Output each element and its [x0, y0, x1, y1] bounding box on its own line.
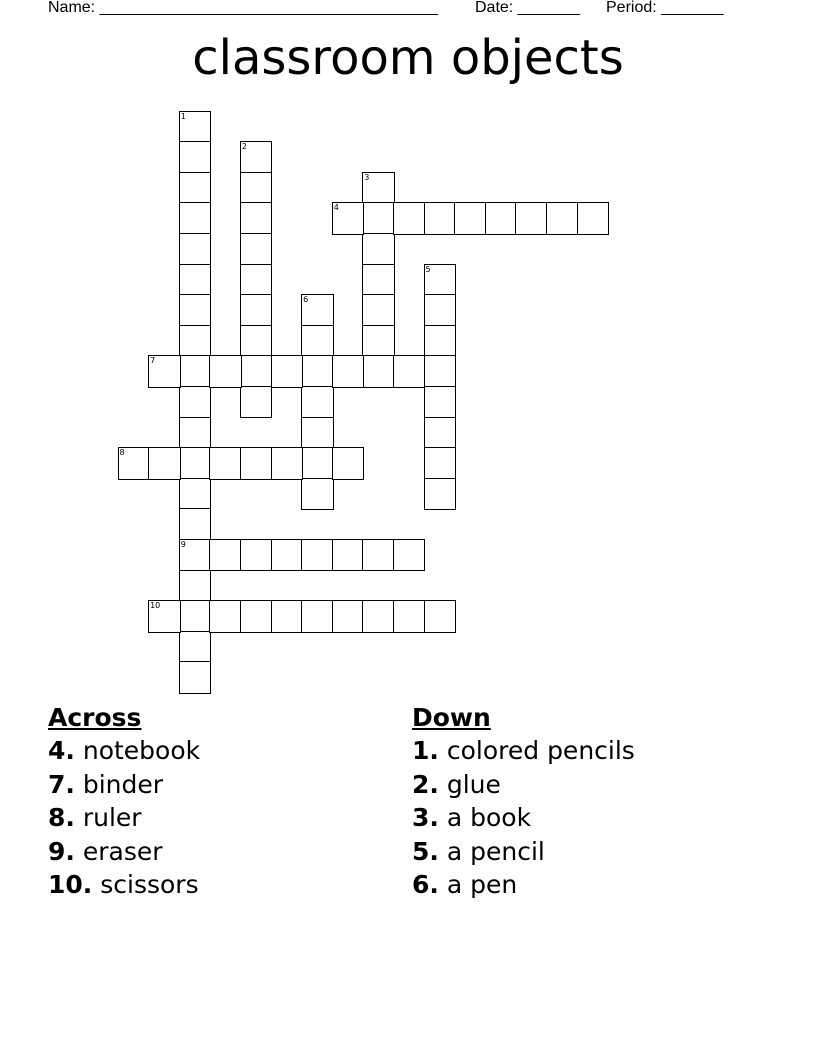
- grid-cell[interactable]: [209, 447, 242, 480]
- down-clue-list: [412, 734, 635, 902]
- grid-cell[interactable]: [393, 202, 426, 235]
- grid-cell[interactable]: [424, 447, 457, 480]
- grid-cell[interactable]: [179, 570, 212, 603]
- grid-cell[interactable]: [271, 447, 304, 480]
- grid-cell[interactable]: [362, 600, 395, 633]
- grid-cell[interactable]: [240, 386, 273, 419]
- clue-text: eraser: [82, 836, 163, 866]
- across-clue: [48, 835, 200, 869]
- down-clue: [412, 835, 635, 869]
- grid-cell[interactable]: [179, 264, 212, 297]
- header-period-field[interactable]: Period: _______: [606, 0, 724, 16]
- grid-cell[interactable]: [362, 294, 395, 327]
- grid-cell[interactable]: [332, 202, 365, 235]
- grid-cell[interactable]: [240, 355, 273, 388]
- grid-cell[interactable]: [148, 600, 181, 633]
- clue-number: 6.: [412, 870, 439, 899]
- grid-cell[interactable]: [332, 355, 365, 388]
- grid-cell[interactable]: [515, 202, 548, 235]
- grid-cell[interactable]: [301, 294, 334, 327]
- clue-text: a pencil: [446, 836, 545, 866]
- clue-number: 3.: [412, 803, 439, 832]
- grid-cell[interactable]: [179, 172, 212, 205]
- grid-cell[interactable]: [424, 386, 457, 419]
- grid-cell[interactable]: [362, 233, 395, 266]
- grid-cell[interactable]: [362, 172, 395, 205]
- grid-cell[interactable]: [301, 539, 334, 572]
- grid-cell[interactable]: [240, 172, 273, 205]
- grid-cell[interactable]: [240, 294, 273, 327]
- grid-cell[interactable]: [424, 600, 457, 633]
- grid-cell[interactable]: [301, 325, 334, 358]
- header-name-field[interactable]: Name: ______________________________________: [48, 0, 438, 16]
- grid-cell[interactable]: [240, 447, 273, 480]
- clue-text: notebook: [82, 736, 201, 765]
- grid-cell[interactable]: [240, 202, 273, 235]
- grid-cell[interactable]: [240, 141, 273, 174]
- across-clue: [48, 801, 200, 835]
- grid-cell[interactable]: [209, 355, 242, 388]
- clue-text: colored pencils: [446, 736, 635, 765]
- cell-number: 9: [180, 539, 186, 549]
- grid-cell[interactable]: [271, 600, 304, 633]
- clue-text: glue: [446, 769, 501, 799]
- grid-cell[interactable]: [179, 233, 212, 266]
- grid-cell[interactable]: [240, 600, 273, 633]
- grid-cell[interactable]: [271, 355, 304, 388]
- grid-cell[interactable]: [179, 631, 212, 664]
- clue-number: 4.: [48, 736, 75, 765]
- grid-cell[interactable]: [393, 600, 426, 633]
- grid-cell[interactable]: [148, 355, 181, 388]
- page-title: classroom objects: [192, 30, 624, 86]
- grid-cell[interactable]: [362, 202, 395, 235]
- across-clue: [48, 768, 200, 802]
- grid-cell[interactable]: [179, 478, 212, 511]
- clue-number: 9.: [48, 836, 75, 866]
- grid-cell[interactable]: [424, 417, 457, 450]
- grid-cell[interactable]: [301, 600, 334, 633]
- across-clues: [48, 702, 200, 902]
- across-clue-list: [48, 734, 200, 902]
- cell-number: 5: [425, 264, 431, 274]
- grid-cell[interactable]: [118, 447, 151, 480]
- grid-cell[interactable]: [179, 294, 212, 327]
- grid-cell[interactable]: [240, 325, 273, 358]
- cell-number: 1: [180, 111, 186, 121]
- clue-text: binder: [82, 769, 164, 799]
- header-date-field[interactable]: Date: _______: [475, 0, 580, 16]
- clue-number: 5.: [412, 836, 439, 866]
- down-clue: [412, 768, 635, 802]
- grid-cell[interactable]: [179, 111, 212, 144]
- clue-text: scissors: [100, 870, 199, 899]
- grid-cell[interactable]: [332, 600, 365, 633]
- grid-cell[interactable]: [424, 294, 457, 327]
- grid-cell[interactable]: [424, 478, 457, 511]
- grid-cell[interactable]: [362, 325, 395, 358]
- grid-cell[interactable]: [577, 202, 610, 235]
- grid-cell[interactable]: [179, 447, 212, 480]
- grid-cell[interactable]: [424, 325, 457, 358]
- cell-number: 8: [119, 448, 125, 458]
- clue-number: 8.: [48, 803, 75, 832]
- grid-cell[interactable]: [393, 539, 426, 572]
- grid-cell[interactable]: [301, 447, 334, 480]
- clue-number: 10.: [48, 870, 93, 899]
- down-clue: [412, 801, 635, 835]
- clue-text: ruler: [82, 803, 142, 832]
- grid-cell[interactable]: [179, 661, 212, 694]
- grid-cell[interactable]: [179, 417, 212, 450]
- clue-number: 1.: [412, 736, 439, 765]
- grid-cell[interactable]: [240, 233, 273, 266]
- grid-cell[interactable]: [332, 539, 365, 572]
- cell-number: 10: [150, 601, 161, 611]
- grid-cell[interactable]: [179, 539, 212, 572]
- down-heading: Down: [412, 703, 491, 732]
- grid-cell[interactable]: [179, 386, 212, 419]
- grid-cell[interactable]: [424, 264, 457, 297]
- cell-number: 7: [150, 356, 156, 366]
- grid-cell[interactable]: [209, 539, 242, 572]
- across-clue: [48, 734, 200, 768]
- grid-cell[interactable]: [362, 355, 395, 388]
- grid-cell[interactable]: [271, 539, 304, 572]
- grid-cell[interactable]: [332, 447, 365, 480]
- grid-cell[interactable]: [179, 508, 212, 541]
- cell-number: 2: [241, 142, 247, 152]
- grid-cell[interactable]: [454, 202, 487, 235]
- grid-cell[interactable]: [240, 539, 273, 572]
- down-clue: [412, 734, 635, 768]
- grid-cell[interactable]: [362, 264, 395, 297]
- grid-cell[interactable]: [424, 355, 457, 388]
- across-heading: Across: [48, 703, 142, 732]
- grid-cell[interactable]: [485, 202, 518, 235]
- grid-cell[interactable]: [209, 600, 242, 633]
- across-clue: [48, 868, 200, 902]
- grid-cell[interactable]: [301, 417, 334, 450]
- grid-cell[interactable]: [240, 264, 273, 297]
- grid-cell[interactable]: [393, 355, 426, 388]
- grid-cell[interactable]: [179, 355, 212, 388]
- grid-cell[interactable]: [301, 355, 334, 388]
- clue-text: a book: [446, 803, 532, 832]
- grid-cell[interactable]: [179, 141, 212, 174]
- grid-cell[interactable]: [148, 447, 181, 480]
- clue-number: 7.: [48, 769, 75, 799]
- grid-cell[interactable]: [424, 202, 457, 235]
- grid-cell[interactable]: [179, 202, 212, 235]
- grid-cell[interactable]: [546, 202, 579, 235]
- clue-text: a pen: [446, 870, 518, 899]
- cell-number: 4: [333, 203, 339, 213]
- down-clue: [412, 868, 635, 902]
- grid-cell[interactable]: [301, 386, 334, 419]
- grid-cell[interactable]: [301, 478, 334, 511]
- clue-number: 2.: [412, 769, 439, 799]
- cell-number: 6: [303, 295, 309, 305]
- cell-number: 3: [364, 172, 370, 182]
- down-clues: [412, 702, 635, 902]
- grid-cell[interactable]: [179, 600, 212, 633]
- grid-cell[interactable]: [179, 325, 212, 358]
- grid-cell[interactable]: [362, 539, 395, 572]
